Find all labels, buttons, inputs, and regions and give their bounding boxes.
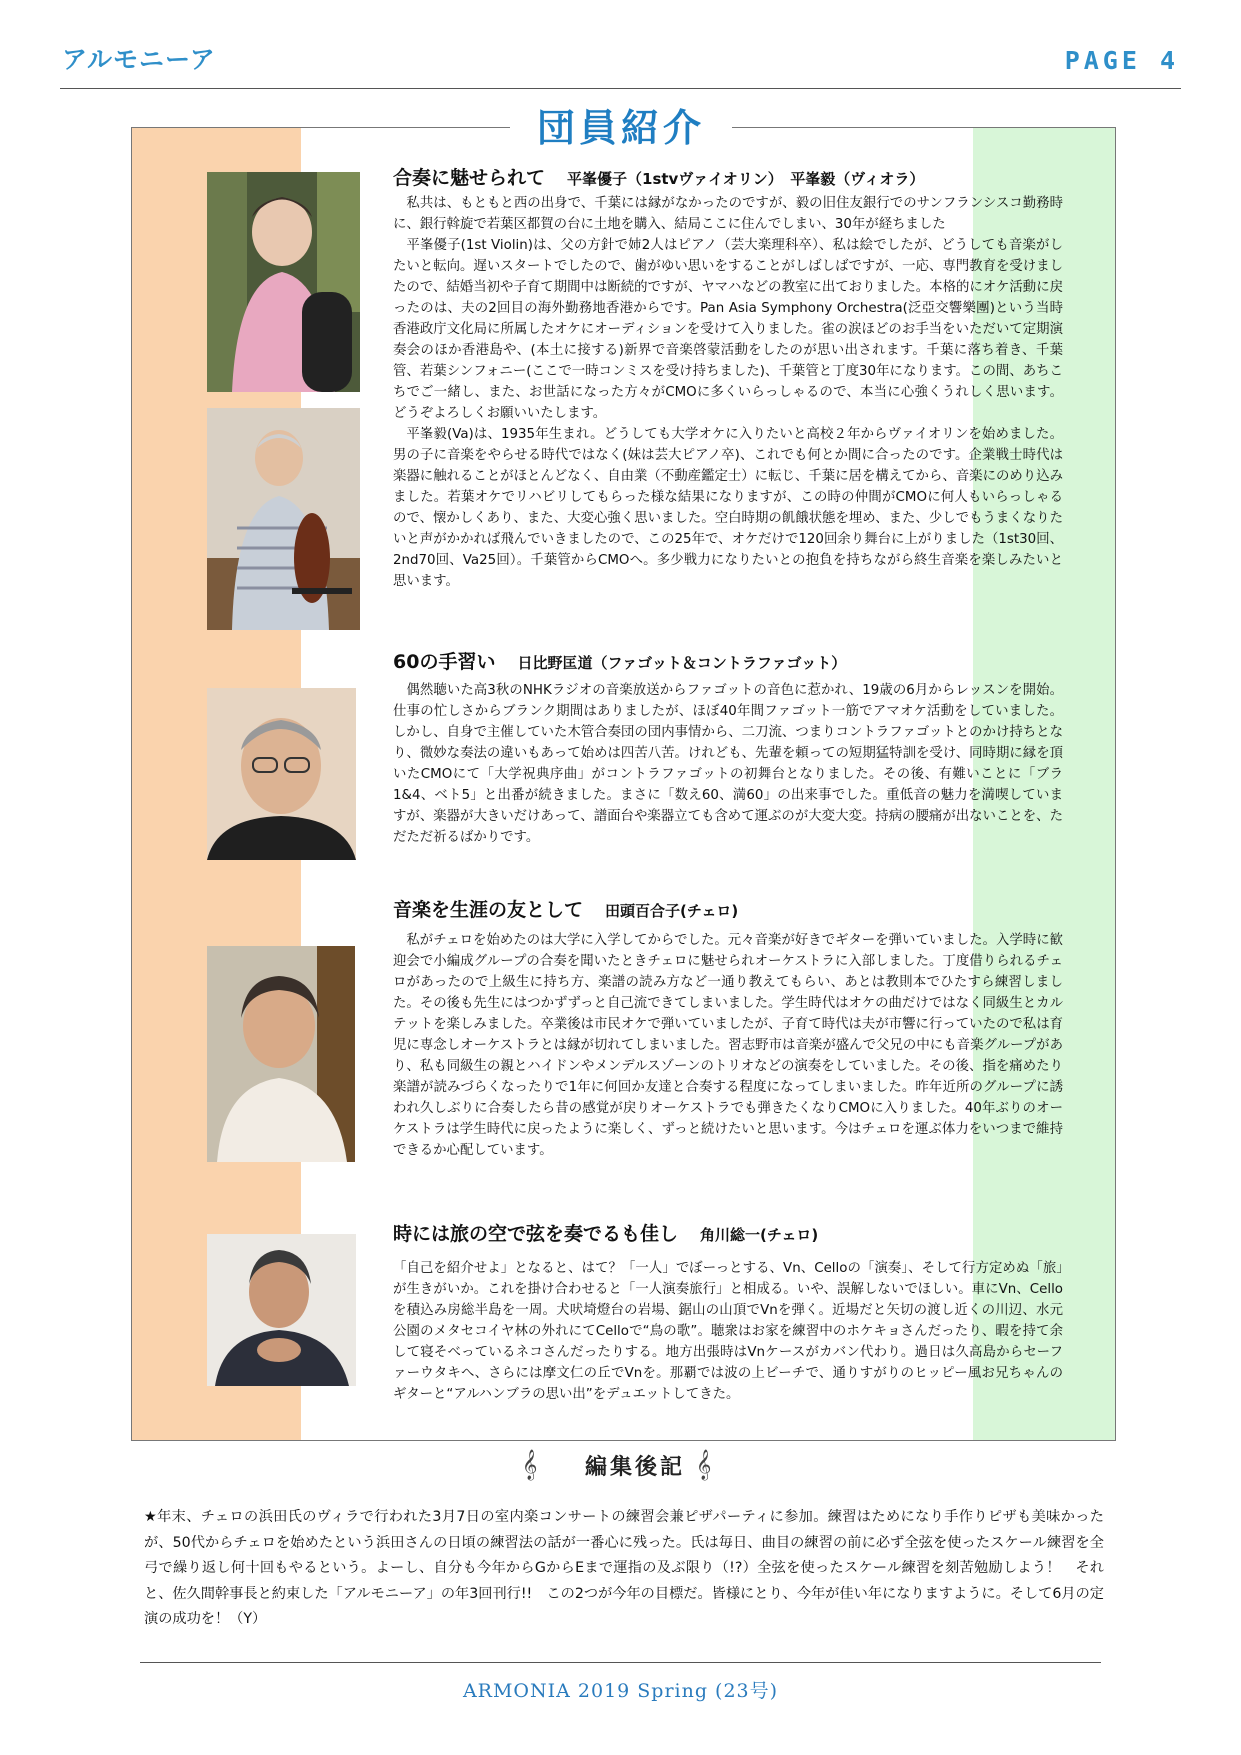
photo-kadokawa	[207, 1234, 356, 1386]
entry-1-paragraph: 平峯優子(1st Violin)は、父の方針で姉2人はピアノ（芸大楽理科卒）、私は絵でしたが、どうしても音楽がしたいと転向。遅いスタートでしたので、歯がゆい思いをすることがしばしばですが、一応、専門教育を受けましたので、結婚当初や子育て期間中は断続的ですが、ヤマハなどの教室に出ておりました。本格的にオケ活動に戻ったのは、夫の2回目の海外勤務地香港からです。Pan Asia Symphony Orchestra(泛亞交響樂團)という当時香港政庁文化局に所属したオケにオーディションを受けて入りました。雀の涙ほどのお手当をいただいて定期演奏会のほか香港島や、(本土に接する)新界で音楽啓蒙活動をしたのが思い出されます。千葉に落ち着き、千葉管、若葉シンフォニー(ここで一時コンミスを受け持ちました)、千葉管と丁度30年になります。この間、あちこちでご一緒し、また、お世話になった方々がCMOに多くいらっしゃるので、本当に心強くうれしく思います。どうぞよろしくお願いいたします。	[393, 238, 1063, 421]
section-title: 団員紹介	[510, 99, 732, 157]
header-divider	[60, 88, 1181, 89]
photo-tagashira	[207, 946, 355, 1162]
entry-2-byline: 日比野匡道（ファゴット＆コントラファゴット）	[517, 654, 847, 672]
entry-4-heading	[393, 1219, 818, 1246]
entry-2-body	[393, 680, 1063, 848]
entry-3-paragraph: 私がチェロを始めたのは大学に入学してからでした。元々音楽が好きでギターを弾いていました。入学時に歓迎会で小編成グループの合奏を聞いたときチェロに魅せられオーケストラに入部しました。丁度借りられるチェロがあったので上級生に持ち方、楽譜の読み方など一通り教えてもらい、あとは教則本でひたすら練習しました。その後も先生にはつかずずっと自己流できてしまいました。学生時代はオケの曲だけではなく同級生とカルテットを楽しみました。卒業後は市民オケで弾いていましたが、子育て時代は夫が市響に行っていたので私は育児に専念しオーケストラとは縁が切れてしまいました。習志野市は音楽が盛んで父兄の中にも音楽グループがあり、私も同級生の親とハイドンやメンデルスゾーンのトリオなどの演奏をしていました。その後、指を痛めたり楽譜が読みづらくなったりで1年に何回か友達と合奏する程度になってしまいました。昨年近所のグループに誘われ久しぶりに合奏したら昔の感覚が戻りオーケストラでも弾きたくなりCMOに入りました。40年ぶりのオーケストラは学生時代に戻ったように楽しく、ずっと続けたいと思います。今はチェロを運ぶ体力をいつまで維持できるか心配しています。	[393, 933, 1063, 1158]
brand-logo: アルモニーア	[62, 45, 216, 74]
entry-4-headline: 時には旅の空で弦を奏でるも佳し	[393, 1223, 679, 1245]
entry-2-paragraph: 偶然聴いた高3秋のNHKラジオの音楽放送からファゴットの音色に惹かれ、19歳の6月からレッスンを開始。仕事の忙しさからブランク期間はありましたが、ほぼ40年間ファゴット一筋でアマオケ活動をしていました。しかし、自身で主催していた木管合奏団の団内事情から、二刀流、つまりコントラファゴットとのかけ持ちとなり、微妙な奏法の違いもあって始めは四苦八苦。けれども、先輩を頼っての短期猛特訓を受け、同時期に縁を頂いたCMOにて「大学祝典序曲」がコントラファゴットの初舞台となりました。その後、有難いことに「ブラ1&4、ベト5」と出番が続きました。まさに「数え60、満60」の出来事でした。重低音の魅力を満喫していますが、楽器が大きいだけあって、譜面台や楽器立ても含めて運ぶのが大変大変。持病の腰痛が出ないことを、ただただ祈るばかりです。	[393, 683, 1063, 845]
treble-clef-icon: 𝄞	[522, 1450, 538, 1480]
page-number: PAGE 4	[1064, 46, 1179, 75]
entry-4-byline: 角川総一(チェロ)	[700, 1226, 819, 1244]
entry-4-body	[393, 1258, 1063, 1405]
footer-issue: ARMONIA 2019 Spring (23号)	[462, 1680, 779, 1702]
photo-hibino	[207, 688, 356, 860]
entry-3-heading	[393, 895, 738, 922]
entry-1-heading	[393, 163, 924, 190]
editor-note-title: 編集後記	[584, 1455, 685, 1480]
editor-note-text: ★年末、チェロの浜田氏のヴィラで行われた3月7日の室内楽コンサートの練習会兼ピザパーティに参加。練習はためになり手作りピザも美味かったが、50代からチェロを始めたという浜田さんの日頃の練習法の話が一番心に残った。氏は毎日、曲目の練習の前に必ず全弦を使ったスケール練習を全弓で繰り返し何十回もやるという。よーし、自分も今年からGからEまで運指の及ぶ限り（!?）全弦を使ったスケール練習を刻苦勉励しよう！ それと、佐久間幹事長と約束した「アルモニーア」の年3回刊行!! この2つが今年の目標だ。皆様にとり、今年が佳い年になりますように。そして6月の定演の成功を！（Y）	[144, 1509, 1104, 1627]
entry-4-paragraph: 「自己を紹介せよ」となると、はて？「一人」でぼーっとする、Vn、Celloの「演奏」、そして行方定めぬ「旅」が生きがいか。これを掛け合わせると「一人演奏旅行」と相成る。いや、誤解しないでほしい。車にVn、Celloを積込み房総半島を一周。犬吠埼燈台の岩場、鋸山の山頂でVnを弾く。近場だと矢切の渡し近くの川辺、水元公園のメタセコイヤ林の外れにてCelloで“鳥の歌”。聴衆はお家を練習中のホケキョさんだったり、暇を持て余して寝そべっているネコさんだったりする。地方出張時はVnケースがカバン代わり。過日は久高島からセーファーウタキへ、さらには摩文仁の丘でVnを。那覇では波の上ビーチで、通りすがりのヒッピー風お兄ちゃんのギターと“アルハンブラの思い出”をデュエットしてきた。	[393, 1261, 1063, 1402]
entry-1-paragraph: 私共は、もともと西の出身で、千葉には縁がなかったのですが、毅の旧住友銀行でのサンフランシスコ勤務時に、銀行斡旋で若葉区都賀の台に土地を購入、結局ここに住んでしまい、30年が経ちました	[393, 196, 1063, 232]
entry-2-headline: 60の手習い	[393, 651, 496, 673]
entry-3-body	[393, 930, 1063, 1161]
entry-1-byline: 平峯優子（1stvヴァイオリン） 平峯毅（ヴィオラ）	[567, 170, 925, 188]
entry-1-body	[393, 193, 1063, 592]
photo-hiramine-tsuyoshi	[207, 408, 360, 630]
photo-hiramine-yuko	[207, 172, 360, 392]
treble-clef-icon: 𝄞	[696, 1450, 712, 1480]
editor-note-body	[144, 1505, 1104, 1633]
entry-3-byline: 田頭百合子(チェロ)	[605, 902, 739, 920]
entry-3-headline: 音楽を生涯の友として	[393, 899, 584, 921]
entry-1-headline: 合奏に魅せられて	[393, 167, 546, 189]
entry-2-heading	[393, 647, 846, 674]
entry-1-paragraph: 平峯毅(Va)は、1935年生まれ。どうしても大学オケに入りたいと高校２年からヴァイオリンを始めました。男の子に音楽をやらせる時代ではなく(妹は芸大ピアノ卒)、これでも何とか間に合ったのです。企業戦士時代は楽器に触れることがほとんどなく、自由業（不動産鑑定士）に転じ、千葉に居を構えてから、音楽にのめり込みました。若葉オケでリハビリしてもらった様な結果になりますが、この時の仲間がCMOに何人もいらっしゃるので、懐かしくあり、また、大変心強く思いました。空白時期の飢餓状態を埋め、また、少しでもうまくなりたいと声がかかれば飛んでいきましたので、この25年で、オケだけで120回余り舞台に上がりました（1st30回、2nd70回、Va25回）。千葉管からCMOへ。多少戦力になりたいとの抱負を持ちながら終生音楽を楽しみたいと思います。	[393, 427, 1063, 589]
footer-divider	[140, 1662, 1101, 1663]
